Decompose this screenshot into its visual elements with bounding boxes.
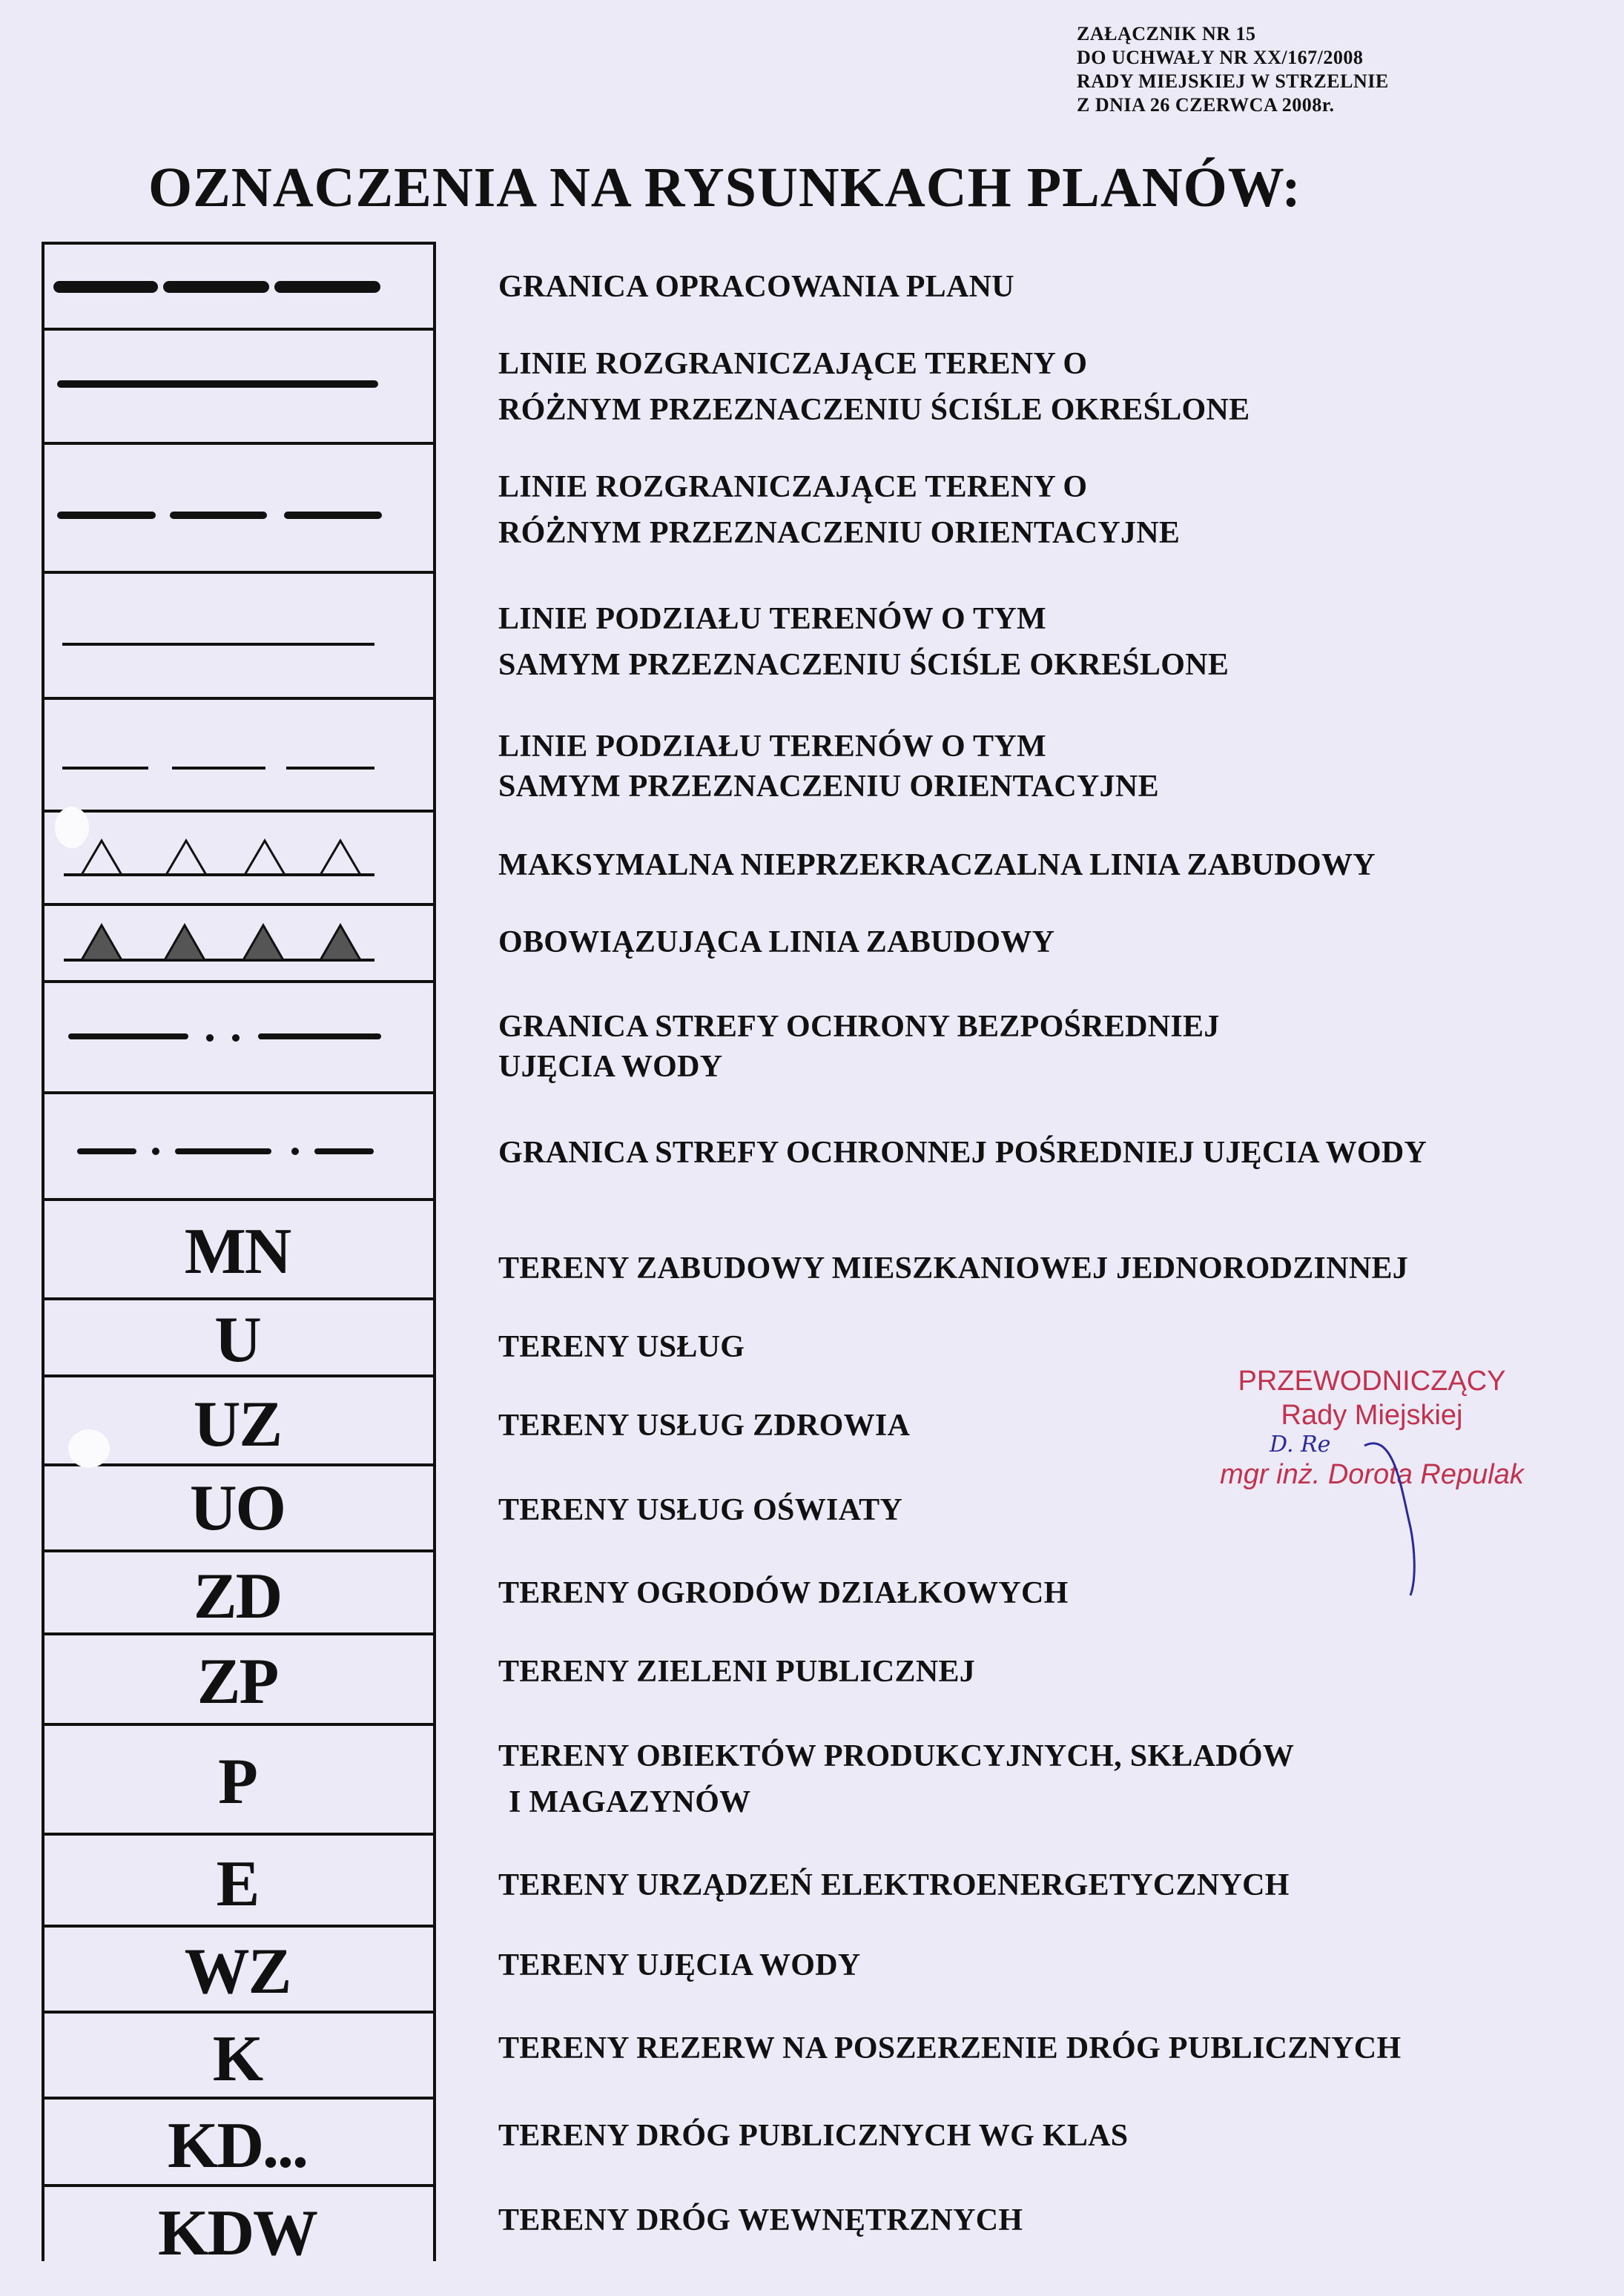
dash-dot-line-symbol: [80, 1148, 371, 1155]
legend-code-k: K: [212, 2023, 263, 2095]
legend-code-kdw: KDW: [158, 2197, 317, 2269]
legend-code-uo: UO: [190, 1472, 285, 1544]
open-triangle-line-symbol: [64, 841, 374, 875]
legend-description: TERENY DRÓG WEWNĘTRZNYCH: [498, 2203, 1023, 2237]
legend-code-kd: KD...: [168, 2110, 307, 2182]
signature-stroke-icon: [1216, 1401, 1439, 1609]
legend-description: TERENY URZĄDZEŃ ELEKTROENERGETYCZNYCH: [498, 1868, 1290, 1902]
filled-triangle-line-symbol: [64, 925, 374, 960]
header-line: DO UCHWAŁY NR XX/167/2008: [1077, 47, 1364, 68]
legend-description: TERENY ZIELENI PUBLICZNEJ: [498, 1655, 976, 1689]
header-line: Z DNIA 26 CZERWCA 2008r.: [1077, 94, 1335, 116]
legend-description: LINIE ROZGRANICZAJĄCE TERENY O RÓŻNYM PRZEZNACZENIU ORIENTACYJNE: [498, 470, 1181, 550]
stamp-title: PRZEWODNICZĄCY: [1238, 1366, 1506, 1397]
stamp-subtitle: Rady Miejskiej: [1281, 1400, 1463, 1431]
punch-hole-mark: [68, 1429, 110, 1468]
legend-code-uz: UZ: [193, 1389, 282, 1460]
legend-description: TERENY USŁUG: [498, 1330, 745, 1364]
legend-description: TERENY DRÓG PUBLICZNYCH WG KLAS: [498, 2119, 1129, 2153]
legend-code-e: E: [216, 1848, 259, 1920]
legend-description: LINIE ROZGRANICZAJĄCE TERENY O RÓŻNYM PRZEZNACZENIU ŚCIŚLE OKREŚLONE: [498, 347, 1250, 427]
legend-code-p: P: [218, 1746, 257, 1818]
legend-description: TERENY OBIEKTÓW PRODUKCYJNYCH, SKŁADÓW I MAGAZYNÓW: [498, 1739, 1295, 1819]
legend-description: OBOWIĄZUJĄCA LINIA ZABUDOWY: [498, 925, 1055, 959]
legend-description: GRANICA STREFY OCHRONNEJ POŚREDNIEJ UJĘCIA WODY: [498, 1136, 1427, 1170]
legend-description: TERENY USŁUG OŚWIATY: [498, 1493, 903, 1527]
legend-description: TERENY OGRODÓW DZIAŁKOWYCH: [498, 1576, 1069, 1610]
legend-description: TERENY ZABUDOWY MIESZKANIOWEJ JEDNORODZINNEJ: [498, 1251, 1409, 1286]
legend-description: MAKSYMALNA NIEPRZEKRACZALNA LINIA ZABUDOWY: [498, 848, 1376, 882]
legend-code-wz: WZ: [184, 1936, 291, 2008]
legend-description: LINIE PODZIAŁU TERENÓW O TYM SAMYM PRZEZNACZENIU ŚCIŚLE OKREŚLONE: [498, 602, 1229, 682]
legend-description: GRANICA STREFY OCHRONY BEZPOŚREDNIEJ UJĘCIA WODY: [498, 1010, 1220, 1084]
legend-description: TERENY UJĘCIA WODY: [498, 1948, 861, 1982]
legend-description: TERENY REZERW NA POSZERZENIE DRÓG PUBLICZNYCH: [498, 2031, 1402, 2065]
legend-description: LINIE PODZIAŁU TERENÓW O TYM SAMYM PRZEZNACZENIU ORIENTACYJNE: [498, 730, 1159, 804]
header-line: ZAŁĄCZNIK NR 15: [1077, 23, 1256, 44]
signature-initials: D. Re: [1270, 1432, 1331, 1458]
punch-hole-mark: [55, 807, 89, 848]
legend-code-u: U: [214, 1304, 260, 1376]
legend-code-zp: ZP: [197, 1646, 278, 1718]
dash-double-dot-line-symbol: [71, 1034, 378, 1042]
header-line: RADY MIEJSKIEJ W STRZELNIE: [1077, 70, 1389, 92]
stamp-name: mgr inż. Dorota Repulak: [1220, 1459, 1524, 1490]
page-title: OZNACZENIA NA RYSUNKACH PLANÓW:: [148, 156, 1301, 219]
legend-code-mn: MN: [184, 1216, 291, 1288]
legend-description: TERENY USŁUG ZDROWIA: [498, 1409, 911, 1443]
legend-description: GRANICA OPRACOWANIA PLANU: [498, 270, 1014, 304]
legend-code-zd: ZD: [193, 1561, 282, 1632]
